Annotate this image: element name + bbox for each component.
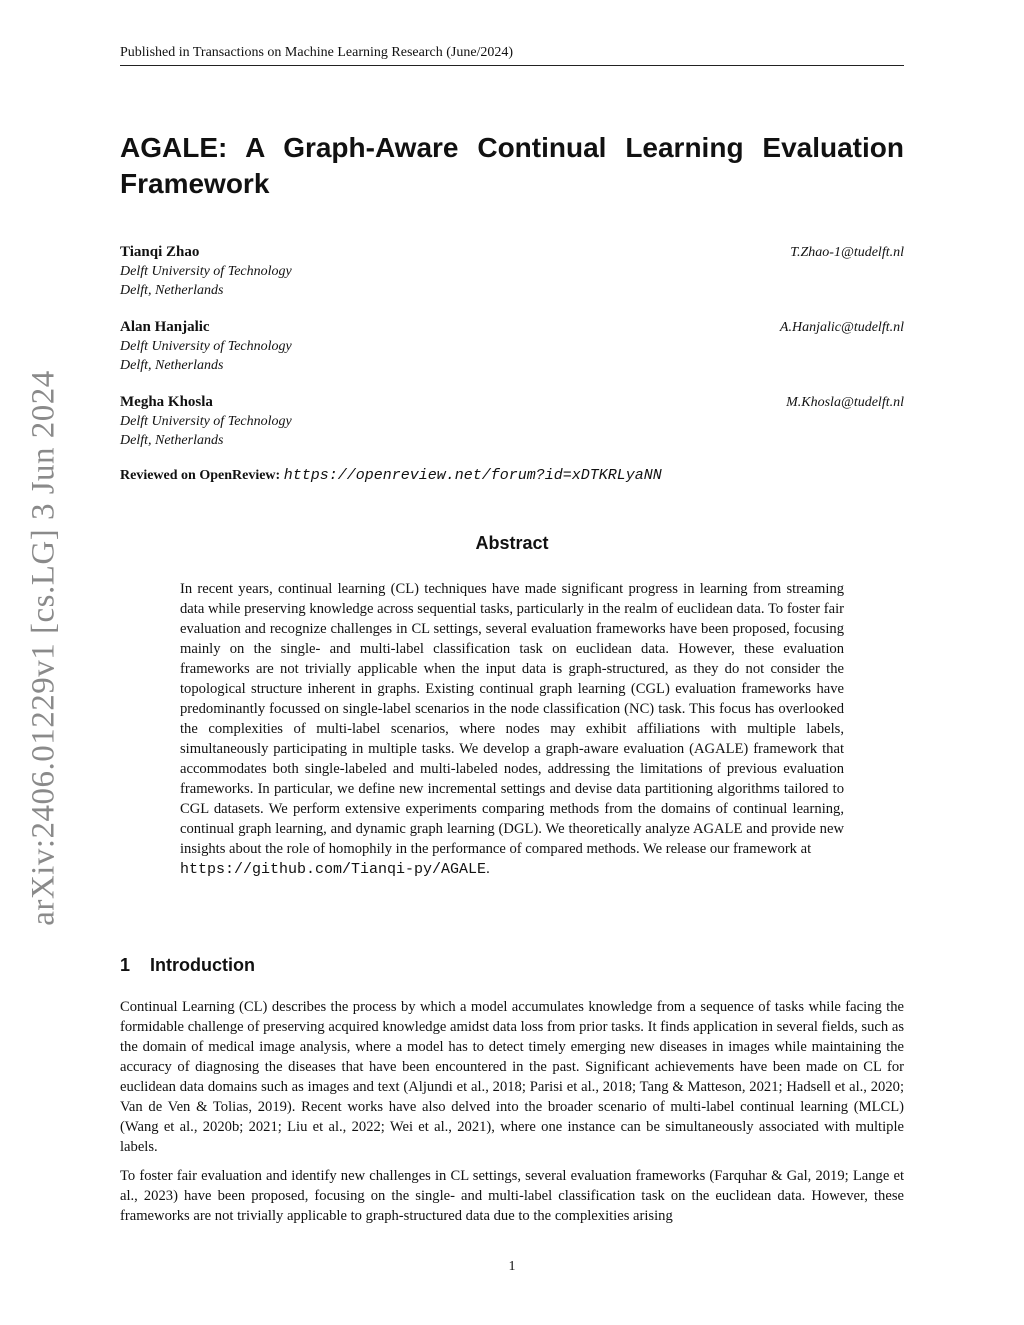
author-email: A.Hanjalic@tudelft.nl [779,320,904,335]
author-block-3 [120,393,904,450]
intro-paragraph-2: To foster fair evaluation and identify new challenges in CL settings, several evaluation frameworks (Farquhar & Gal, 2019; Lange et al., 2023) have been proposed, focusing on the single- and multi-label classification task on the euclidean data. However, these frameworks are not trivially applicable to graph-structured data due to the complexities arising [120,1168,904,1224]
openreview-link[interactable]: https://openreview.net/forum?id=xDTKRLyaNN [283,467,662,484]
author-name: Megha Khosla [120,394,213,410]
author-location: Delft, Netherlands [120,358,224,373]
abstract-heading: Abstract [475,533,549,553]
title-line-1: AGALE: A Graph-Aware Continual Learning Evaluation [120,132,904,163]
author-location: Delft, Netherlands [120,283,224,298]
review-label: Reviewed on OpenReview: [120,468,281,483]
author-email: T.Zhao-1@tudelft.nl [790,245,904,260]
abstract-end-punct: . [486,861,490,877]
venue-text: Published in Transactions on Machine Learning Research (June/2024) [120,45,514,60]
intro-paragraph-1: Continual Learning (CL) describes the process by which a model accumulates knowledge from a sequence of tasks while facing the formidable challenge of preserving acquired knowledge amidst data loss from prior tasks. It finds application in several fields, such as the domain of medical image analysis, where a model has to detect timely emerging new diseases in images while maintaining the accuracy of diagnosing the diseases that have been encountered in the past. Significant achievements have been made on CL for euclidean data domains such as images and text (Aljundi et al., 2018; Parisi et al., 2018; Tang & Matteson, 2021; Hadsell et al., 2020; Van de Ven & Tolias, 2019). Recent works have also delved into the broader scenario of multi-label continual learning (MLCL) (Wang et al., 2020b; 2021; Liu et al., 2022; Wei et al., 2021), where one instance can be simultaneously associated with multiple labels. [120,999,904,1155]
review-line [120,466,904,486]
section-number: 1 [120,955,131,975]
arxiv-stamp: arXiv:2406.01229v1 [cs.LG] 3 Jun 2024 [25,370,62,926]
page-number: 1 [508,1259,516,1274]
author-affiliation: Delft University of Technology [120,414,292,429]
section-title: Introduction [150,955,255,975]
abstract-body-text: In recent years, continual learning (CL) techniques have made significant progress in learning from streaming data while preserving knowledge across sequential tasks, particularly in the realm of euclidean data. To foster fair evaluation and recognize challenges in CL settings, several evaluation frameworks have been proposed, focusing mainly on the single- and multi-label classification task on euclidean data. However, these evaluation frameworks are not trivially applicable when the input data is graph-structured, as they do not consider the topological structure inherent in graphs. Existing continual graph learning (CGL) evaluation frameworks have predominantly focussed on single-label scenarios in the node classification (NC) task. This focus has overlooked the complexities of multi-label scenarios, where nodes may exhibit affiliations with multiple labels, simultaneously participating in multiple tasks. We develop a graph-aware evaluation (AGALE) framework that accommodates both single-labeled and multi-labeled nodes, addressing the limitations of previous evaluation frameworks. In particular, we define new incremental settings and devise data partitioning algorithms tailored to CGL datasets. We perform extensive experiments comparing methods from the domains of continual learning, continual graph learning, and dynamic graph learning (DGL). We theoretically analyze AGALE and provide new insights about the role of homophily in the performance of compared methods. We release our framework at [180,581,844,857]
author-affiliation: Delft University of Technology [120,264,292,279]
author-block-1 [120,243,904,300]
author-name: Tianqi Zhao [120,244,200,260]
github-link[interactable]: https://github.com/Tianqi-py/AGALE [180,861,487,878]
section-heading-introduction [120,954,904,976]
author-affiliation: Delft University of Technology [120,339,292,354]
author-location: Delft, Netherlands [120,433,224,448]
author-email: M.Khosla@tudelft.nl [786,395,904,410]
title-line-2: Framework [120,168,270,199]
running-header [120,44,904,66]
abstract-text [180,579,844,880]
author-name: Alan Hanjalic [120,319,210,335]
author-block-2 [120,318,904,375]
paper-title [120,130,904,202]
